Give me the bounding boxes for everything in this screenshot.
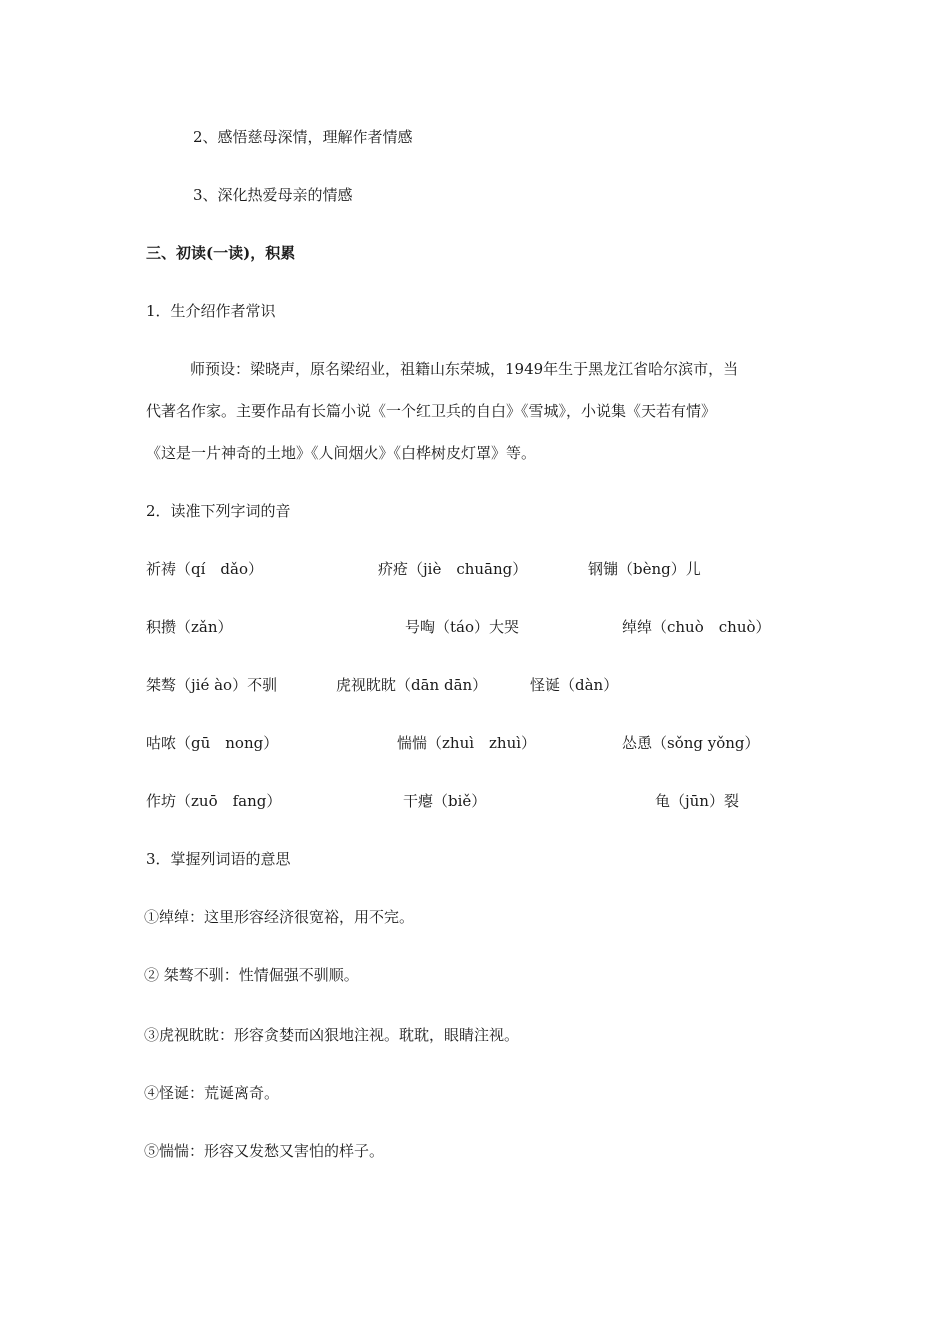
- objective-2: 2、感悟慈母深情，理解作者情感: [193, 128, 413, 146]
- word-pinyin: 积攒（zǎn）: [146, 618, 233, 636]
- word-pinyin: 咕哝（gū nong）: [146, 734, 279, 752]
- word-pinyin: 疥疮（jiè chuāng）: [378, 560, 528, 578]
- section-heading: 三、初读(一读)，积累: [146, 244, 296, 262]
- definition-4: ④怪诞：荒诞离奇。: [144, 1084, 280, 1102]
- word-pinyin: 祈祷（qí dǎo）: [146, 560, 263, 578]
- definition-1: ①绰绰：这里形容经济很宽裕，用不完。: [144, 908, 415, 926]
- word-pinyin: 钢镚（bèng）儿: [588, 560, 701, 578]
- author-para-line-1: 师预设：梁晓声，原名梁绍业，祖籍山东荣城，1949年生于黑龙江省哈尔滨市，当: [190, 360, 739, 378]
- item1-title: 1．生介绍作者常识: [146, 302, 276, 320]
- word-pinyin: 作坊（zuō fang）: [146, 792, 282, 810]
- word-pinyin: 惴惴（zhuì zhuì）: [397, 734, 537, 752]
- word-pinyin: 怂恿（sǒng yǒng）: [622, 734, 760, 752]
- objective-3: 3、深化热爱母亲的情感: [193, 186, 353, 204]
- word-pinyin: 干瘪（biě）: [403, 792, 487, 810]
- definition-3: ③虎视眈眈：形容贪婪而凶狠地注视。耽耽，眼睛注视。: [144, 1026, 520, 1044]
- item3-title: 3．掌握列词语的意思: [146, 850, 291, 868]
- word-pinyin: 绰绰（chuò chuò）: [622, 618, 771, 636]
- word-pinyin: 虎视眈眈（dān dān）: [336, 676, 488, 694]
- item2-title: 2．读准下列字词的音: [146, 502, 291, 520]
- author-para-line-2: 代著名作家。主要作品有长篇小说《一个红卫兵的自白》《雪城》，小说集《天若有情》: [146, 402, 717, 420]
- word-pinyin: 号啕（táo）大哭: [405, 618, 520, 636]
- definition-5: ⑤惴惴：形容又发愁又害怕的样子。: [144, 1142, 385, 1160]
- word-pinyin: 怪诞（dàn）: [530, 676, 619, 694]
- word-pinyin: 桀骜（jié ào）不驯: [146, 676, 278, 694]
- definition-2: ② 桀骜不驯：性情倔强不驯顺。: [144, 966, 359, 984]
- word-pinyin: 龟（jūn）裂: [655, 792, 739, 810]
- author-para-line-3: 《这是一片神奇的土地》《人间烟火》《白桦树皮灯罩》等。: [146, 444, 537, 462]
